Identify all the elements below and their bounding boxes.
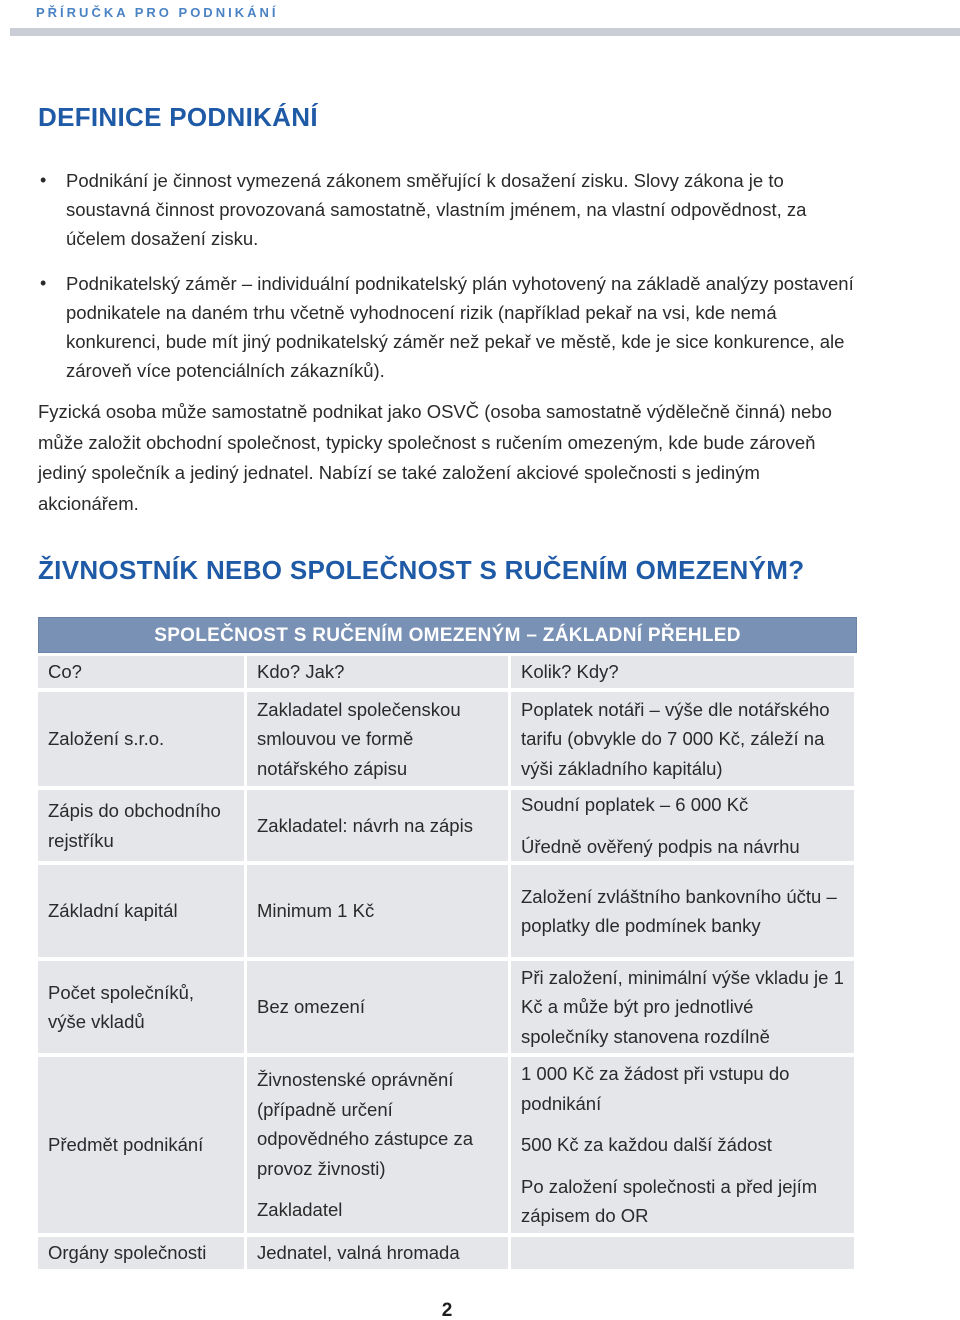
- body-paragraph: Fyzická osoba může samostatně podnikat jako OSVČ (osoba samostatně výdělečně činná) nebo může založit obchodní společnost, typicky společnost s ručením omezeným, kde bude zároveň jediný společník a jediný jednatel. Nabízí se také založení akciové společnosti s jediným akcionářem.: [38, 401, 832, 514]
- table-row: [38, 1237, 857, 1269]
- table-row: [38, 692, 857, 786]
- table-cell-cost: [511, 1237, 854, 1269]
- column-header-who: Kdo? Jak?: [247, 656, 508, 688]
- table-cell-what: Předmět podnikání: [38, 1057, 244, 1233]
- table-row: [38, 1057, 857, 1233]
- overview-table: [38, 617, 857, 1269]
- bullet-item: • Podnikatelský záměr – individuální podnikatelský plán vyhotovený na základě analýzy postavení podnikatele na daném trhu včetně vyhodnocení rizik (například pekař na vsi, kde nemá konkurenci, bude mít jiný podnikatelský záměr než pekař ve městě, kde je sice konkurence, ale zároveň více potenciálních zákazníků).: [38, 269, 868, 385]
- table-cell-what: Základní kapitál: [38, 865, 244, 957]
- table-row: [38, 865, 857, 957]
- bullet-list: [38, 166, 868, 253]
- bullet-item: • Podnikání je činnost vymezená zákonem směřující k dosažení zisku. Slovy zákona je to soustavná činnost provozovaná samostatně, vlastním jménem, na vlastní odpovědnost, za účelem dosažení zisku.: [38, 166, 868, 253]
- table-cell-who: Zakladatel společenskou smlouvou ve formě notářského zápisu: [247, 692, 508, 786]
- table-cell-who: Minimum 1 Kč: [247, 865, 508, 957]
- table-cell-cost: Soudní poplatek – 6 000 Kč Úředně ověřený podpis na návrhu: [511, 790, 854, 861]
- table-cell-what: Počet společníků, výše vkladů: [38, 961, 244, 1053]
- table-title: SPOLEČNOST S RUČENÍM OMEZENÝM – ZÁKLADNÍ PŘEHLED: [38, 617, 857, 653]
- table-row: [38, 790, 857, 861]
- column-header-what: Co?: [38, 656, 244, 688]
- table-cell-who: Bez omezení: [247, 961, 508, 1053]
- table-cell-cost: Založení zvláštního bankovního účtu – poplatky dle podmínek banky: [511, 865, 854, 957]
- table-cell-what: Orgány společnosti: [38, 1237, 244, 1269]
- table-cell-who: Zakladatel: návrh na zápis: [247, 790, 508, 861]
- page-number: 2: [441, 1300, 453, 1320]
- bullet-list: [38, 269, 868, 385]
- table-cell-cost: 1 000 Kč za žádost při vstupu do podnikání 500 Kč za každou další žádost Po založení společnosti a před jejím zápisem do OR: [511, 1057, 854, 1233]
- table-cell-who: Jednatel, valná hromada: [247, 1237, 508, 1269]
- running-header: PŘÍRUČKA PRO PODNIKÁNÍ: [36, 5, 279, 20]
- section-title-zivnostnik: ŽIVNOSTNÍK NEBO SPOLEČNOST S RUČENÍM OMEZENÝM?: [38, 555, 805, 585]
- table-header-row: [38, 656, 857, 688]
- section-title-definice: DEFINICE PODNIKÁNÍ: [38, 102, 318, 132]
- table-cell-who: Živnostenské oprávnění (případně určení odpovědného zástupce za provoz živnosti) Zakladatel: [247, 1057, 508, 1233]
- column-header-cost: Kolik? Kdy?: [511, 656, 854, 688]
- table-row: [38, 961, 857, 1053]
- table-cell-what: Založení s.r.o.: [38, 692, 244, 786]
- table-cell-cost: Při založení, minimální výše vkladu je 1 Kč a může být pro jednotlivé společníky stanovena rozdílně: [511, 961, 854, 1053]
- table-cell-cost: Poplatek notáři – výše dle notářského tarifu (obvykle do 7 000 Kč, záleží na výši základního kapitálu): [511, 692, 854, 786]
- table-cell-what: Zápis do obchodního rejstříku: [38, 790, 244, 861]
- header-rule: [10, 28, 960, 36]
